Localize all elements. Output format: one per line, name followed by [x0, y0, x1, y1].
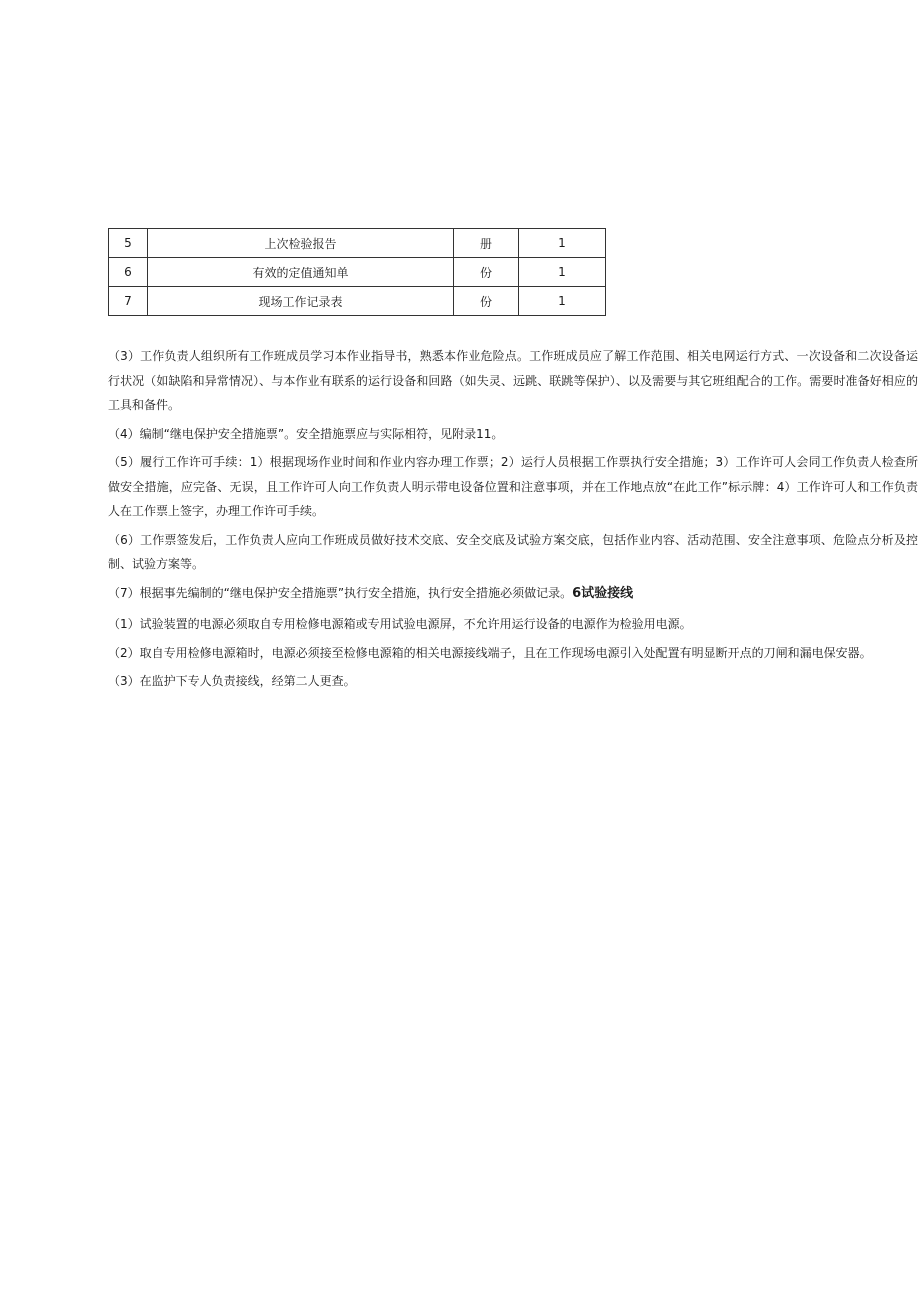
paragraph-7: [108, 581, 918, 607]
item-quantity: 1: [519, 287, 606, 316]
paragraph-3: （3）工作负责人组织所有工作班成员学习本作业指导书，熟悉本作业危险点。工作班成员应了解工作范围、相关电网运行方式、一次设备和二次设备运行状况（如缺陷和异常情况）、与本作业有联系的运行设备和回路（如失灵、远跳、联跳等保护）、以及需要与其它班组配合的工作。需要时准备好相应的工具和备件。: [108, 349, 918, 412]
item-unit: 份: [454, 258, 519, 287]
section-6-item-3: （3）在监护下专人负责接线，经第二人更查。: [108, 674, 356, 688]
paragraph-6: （6）工作票签发后，工作负责人应向工作班成员做好技术交底、安全交底及试验方案交底，包括作业内容、活动范围、安全注意事项、危险点分析及控制、试验方案等。: [108, 532, 918, 571]
row-number: 7: [109, 287, 148, 316]
section-6-item-1: （1）试验装置的电源必须取自专用检修电源箱或专用试验电源屏，不允许用运行设备的电源作为检验用电源。: [108, 617, 692, 631]
item-name: 上次检验报告: [148, 229, 454, 258]
paragraph-7-text: （7）根据事先编制的“继电保护安全措施票”执行安全措施，执行安全措施必须做记录。: [108, 585, 573, 600]
item-quantity: 1: [519, 258, 606, 287]
paragraph-5: （5）履行工作许可手续：1）根据现场作业时间和作业内容办理工作票；2）运行人员根据工作票执行安全措施；3）工作许可人会同工作负责人检查所做安全措施，应完备、无误，且工作许可人向工作负责人明示带电设备位置和注意事项，并在工作地点放“在此工作”标示牌：4）工作许可人和工作负责人在工作票上签字，办理工作许可手续。: [108, 455, 918, 518]
table-row: [109, 287, 606, 316]
row-number: 6: [109, 258, 148, 287]
document-body: [108, 344, 918, 698]
section-6-item-2: （2）取自专用检修电源箱时，电源必须接至检修电源箱的相关电源接线端子，且在工作现场电源引入处配置有明显断开点的刀闸和漏电保安器。: [108, 645, 872, 660]
item-name: 有效的定值通知单: [148, 258, 454, 287]
table-row: [109, 258, 606, 287]
materials-table: [108, 228, 606, 316]
item-unit: 份: [454, 287, 519, 316]
item-quantity: 1: [519, 229, 606, 258]
table-row: [109, 229, 606, 258]
item-name: 现场工作记录表: [148, 287, 454, 316]
item-unit: 册: [454, 229, 519, 258]
paragraph-4: （4）编制“继电保护安全措施票”。安全措施票应与实际相符，见附录11。: [108, 426, 504, 441]
row-number: 5: [109, 229, 148, 258]
section-heading: 6试验接线: [572, 585, 634, 601]
